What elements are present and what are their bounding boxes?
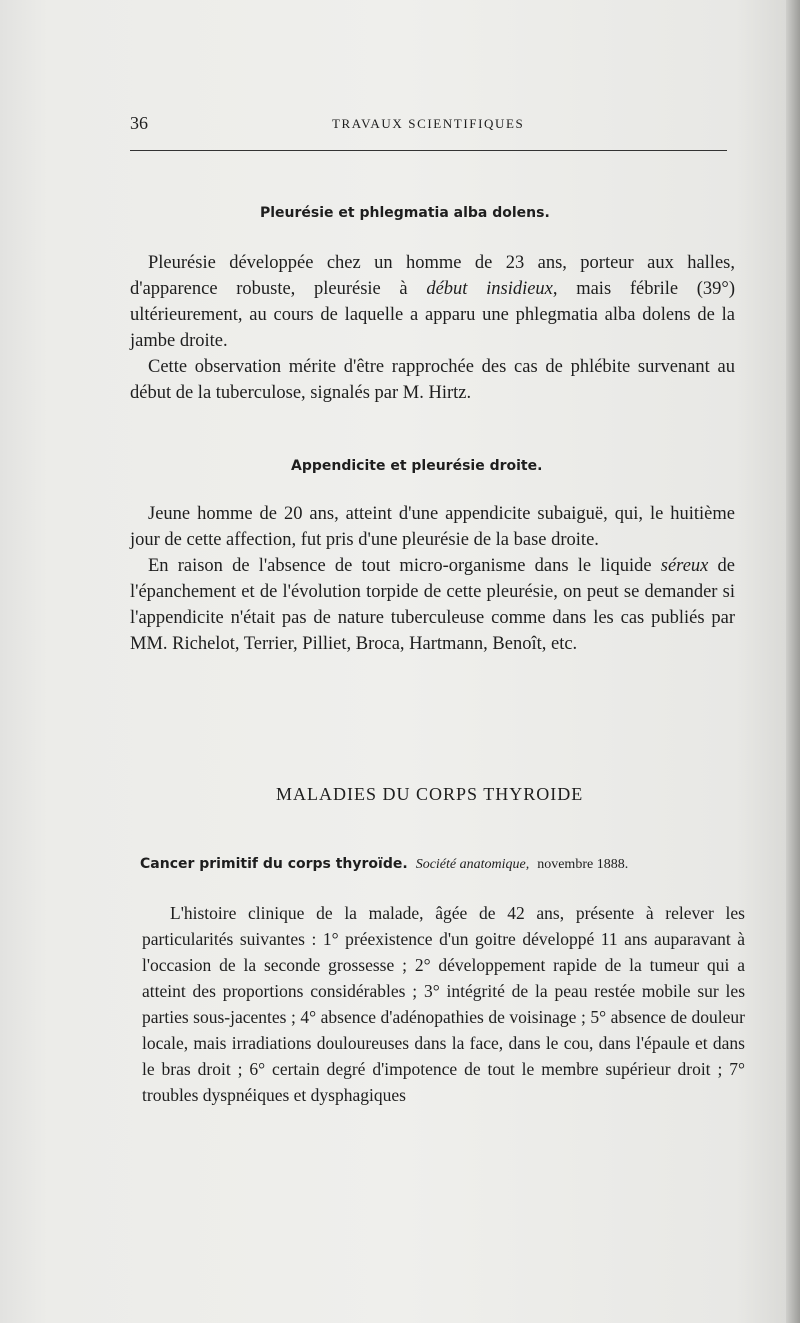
cancer-title: Cancer primitif du corps thyroïde.	[140, 856, 408, 872]
paragraph: Cette observation mérite d'être rapprochée des cas de phlébite survenant au début de la tuberculose, signalés par M. Hirtz.	[130, 357, 735, 403]
publication-date: novembre 1888.	[537, 857, 629, 872]
page-number: 36	[130, 113, 148, 133]
paragraph: L'histoire clinique de la malade, âgée de 42 ans, présente à relever les particularités suivantes : 1° préexistence d'un goitre développé 11 ans auparavant à l'occasion de la seconde grossesse ; 2° développement rapide de la tumeur qui a atteint des proportions considérables ; 3° intégrité de la peau restée mobile sur les parties sous-jacentes ; 4° absence d'adénopathies de voisinage ; 5° absence de douleur locale, mais irradiations douloureuses dans la face, dans le cou, dans l'épaule et dans le bras droit ; 6° certain degré d'impotence de tout le membre supérieur droit ; 7° troubles dyspnéiques et dysphagiques	[142, 903, 745, 1105]
section-heading-cancer	[140, 855, 628, 873]
paragraph: Jeune homme de 20 ans, atteint d'une appendicite subaiguë, qui, le huitième jour de cette affection, fut pris d'une pleurésie de la base droite.	[130, 504, 735, 550]
section-heading-pleuresie: Pleurésie et phlegmatia alba dolens.	[260, 205, 550, 221]
section-body-appendicite	[130, 501, 735, 657]
section-body-pleuresie	[130, 250, 735, 406]
paragraph: Pleurésie développée chez un homme de 23 ans, porteur aux halles, d'apparence robuste, pleurésie à début insidieux, mais fébrile (39°) ultérieurement, au cours de laquelle a apparu une phlegmatia alba dolens de la jambe droite.	[130, 253, 735, 351]
section-body-cancer	[142, 900, 745, 1108]
section-heading-appendicite: Appendicite et pleurésie droite.	[291, 458, 543, 474]
header-rule	[130, 150, 727, 151]
society-name: Société anatomique,	[415, 857, 530, 872]
running-title: TRAVAUX SCIENTIFIQUES	[332, 116, 525, 131]
page-edge-shadow	[786, 0, 800, 1323]
chapter-title: MALADIES DU CORPS THYROIDE	[276, 784, 584, 804]
paragraph: En raison de l'absence de tout micro-organisme dans le liquide séreux de l'épanchement et de l'évolution torpide de cette pleurésie, on peut se demander si l'appendicite n'était pas de nature tuberculeuse comme dans les cas publiés par MM. Richelot, Terrier, Pilliet, Broca, Hartmann, Benoît, etc.	[130, 556, 735, 654]
page-header	[130, 113, 728, 135]
